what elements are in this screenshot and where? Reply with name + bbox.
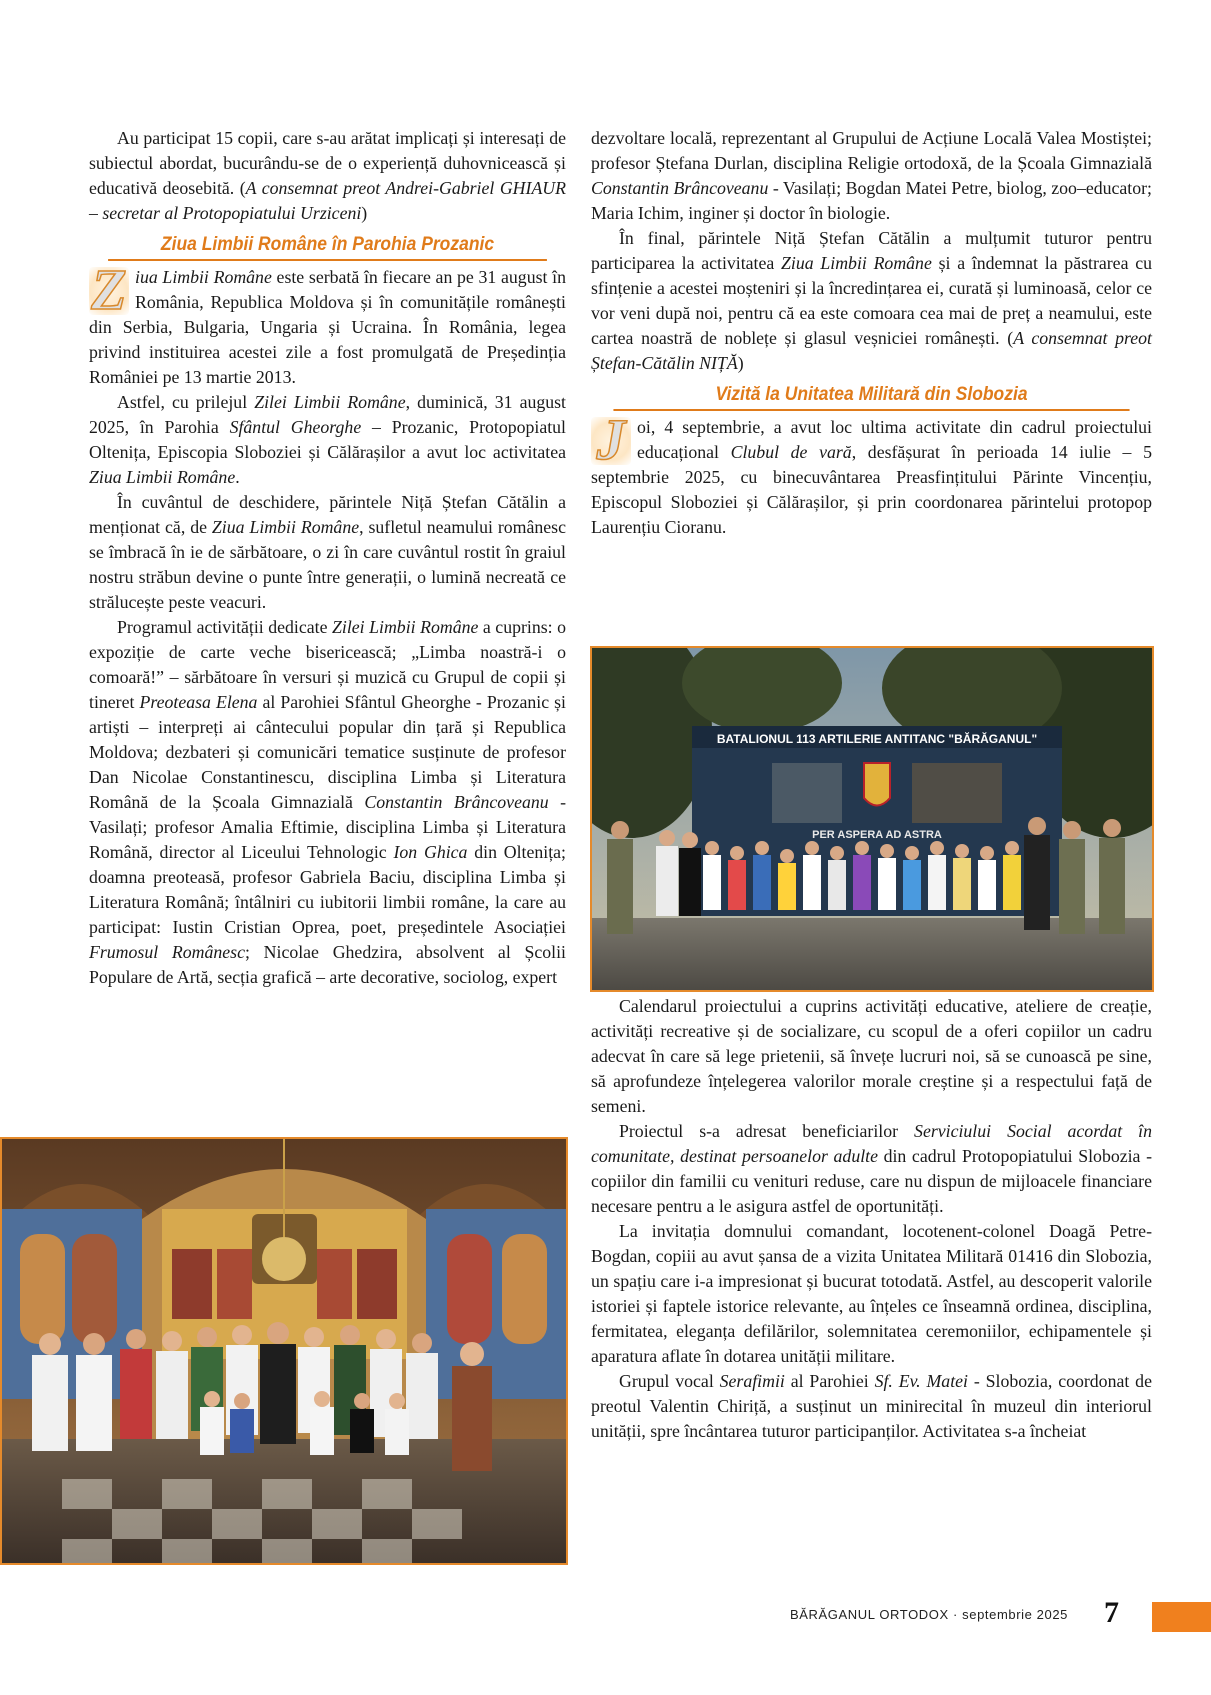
banner-motto-text: PER ASPERA AD ASTRA	[812, 829, 942, 841]
left-column	[89, 126, 566, 990]
paragraph-invitatie: La invitația domnului comandant, locotenent-colonel Doagă Petre-Bogdan, copiii au avut șansa de a vizita Unitatea Militară 01416 din Slobozia, un spațiu care i-a impresionat și bucurat totodată. Astfel, au descoperit valorile istoriei și faptele istorice relevante, au înțeles ce înseamnă ordinea, disciplina, fermitatea, eleganța defilărilor, solemnitatea ceremoniilor, echipamentele și aparatura aflate în dotarea unității militare.	[591, 1221, 1152, 1366]
military-unit-group-photo	[590, 646, 1154, 992]
section-heading-ziua-limbii: Ziua Limbii Române în Parohia Prozanic	[108, 232, 547, 261]
paragraph-grup-vocal: Grupul vocal Serafimii al Parohiei Sf. Ev. Matei - Slobozia, coordonat de preotul Valentin Chiriță, a susținut un minirecital în muzeul din interiorul unității, spre încântarea tuturor participanților. Activitatea s-a încheiat	[591, 1371, 1152, 1441]
paragraph-final: În final, părintele Niță Ștefan Cătălin a mulțumit tuturor pentru participarea la activitatea Ziua Limbii Române și a îndemnat la păstrarea cu sfințenie a acestei moșteniri și la încredințarea ei, curată și luminoasă, celor ce vor veni după noi, pentru că ea este comoara cea mai de preț a neamului, este cartea noastră de noblețe și glasul veșniciei românești. (A consemnat preot Ștefan-Cătălin NIȚĂ)	[591, 228, 1152, 373]
paragraph-cuvant: În cuvântul de deschidere, părintele Niță Ștefan Cătălin a menționat că, de Ziua Limbii Române, sufletul neamului românesc se îmbracă în ie de sărbătoare, o zi în care cuvântul rostit în graiul nostru străbun devine o punte între generații, o lumină necreată ce strălucește peste veacuri.	[89, 492, 566, 612]
dropcap-z: Z	[89, 267, 129, 315]
paragraph-vizita: J oi, 4 septembrie, a avut loc ultima activitate din cadrul proiectului educațional Clubul de vară, desfășurat în perioada 14 iulie – 5 septembrie 2025, cu binecuvântarea Preasfințitului Părinte Vincențiu, Episcopul Sloboziei și Călărașilor, și prin coordonarea părintelui protopop Laurențiu Cioranu.	[591, 407, 1152, 537]
page-tab-decoration	[1152, 1602, 1211, 1632]
banner-title-text: BATALIONUL 113 ARTILERIE ANTITANC "BĂRĂGANUL"	[716, 732, 1038, 746]
dropcap-j: J	[591, 417, 631, 465]
paragraph-astfel: Astfel, cu prilejul Zilei Limbii Române, duminică, 31 august 2025, în Parohia Sfântul Gheorghe – Prozanic, Protopopiatul Oltenița, Episcopia Sloboziei și Călărașilor a avut loc activitatea Ziua Limbii Române.	[89, 392, 566, 487]
footer-publication	[790, 1607, 1068, 1622]
paragraph-beneficiari: Proiectul s-a adresat beneficiarilor Serviciului Social acordat în comunitate, destinat persoanelor adulte din cadrul Protopopiatului Slobozia - copiilor din familii cu venituri reduse, care nu dispun de mijloacele financiare necesare pentru a le asigura astfel de oportunități.	[591, 1121, 1153, 1216]
paragraph-program: Programul activității dedicate Zilei Limbii Române a cuprins: o expoziție de carte veche bisericească; „Limba noastră-i o comoară!” – sărbătoare în versuri și muzică cu Grupul de copii și tineret Preoteasa Elena al Parohiei Sfântul Gheorghe - Prozanic și artiști – interpreți ai cântecului popular din țară și Republica Moldova; dezbateri și comunicări tematice susținute de profesor Dan Nicolae Constantinescu, disciplina Limba și Literatura Română de la Școala Gimnazială Constantin Brâncoveanu - Vasilați; profesor Amalia Eftimie, disciplina Limba și Literatura Română, director al Liceului Tehnologic Ion Ghica din Oltenița; doamna preoteasă, profesor Gabriela Baciu, disciplina Limba și Literatura Română; întâlniri cu iubitorii limbii române, la care au participat: Iustin Cristian Oprea, poet, președintele Asociației Frumosul Românesc; Nicolae Ghedzira, absolvent al Școlii Populare de Artă, secția grafică – arte decorative, sociolog, expert	[89, 617, 567, 987]
section-heading-vizita: Vizită la Unitatea Militară din Slobozia	[613, 382, 1129, 411]
page-number: 7	[1104, 1596, 1119, 1629]
paragraph-intro: Au participat 15 copii, care s-au arătat implicați și interesați de subiectul abordat, bucurându-se de o experiență duhovnicească și educativă deosebită. (A consemnat preot Andrei-Gabriel GHIAUR – secretar al Protopopiatului Urziceni)	[89, 128, 567, 223]
publication-date: septembrie 2025	[962, 1607, 1068, 1622]
right-column-lower	[591, 994, 1152, 1444]
church-group-photo	[0, 1137, 568, 1565]
paragraph-continued: dezvoltare locală, reprezentant al Grupului de Acțiune Locală Valea Mostiștei; profesor Ștefana Durlan, disciplina Religie ortodoxă, de la Școala Gimnazială Constantin Brâncoveanu - Vasilați; Bogdan Matei Petre, biolog, zoo–educator; Maria Ichim, inginer și doctor în biologie.	[591, 128, 1152, 223]
paragraph-ziua-limbii: Z iua Limbii Române este serbată în fiecare an pe 31 august în România, Republica Moldova și în comunitățile românești din Serbia, Bulgaria, Ungaria și Ucraina. În România, legea privind instituirea acestei zile a fost promulgată de Președinția României pe 13 martie 2013.	[89, 257, 566, 387]
right-column	[591, 126, 1152, 540]
footer-separator: ·	[953, 1607, 958, 1622]
paragraph-calendar: Calendarul proiectului a cuprins activități educative, ateliere de creație, activități recreative și de socializare, cu scopul de a oferi copiilor un cadru adecvat în care să lege prietenii, să învețe lucruri noi, să se cunoască pe sine, să aprofundeze înțelegerea valorilor morale creștine și a respectului față de semeni.	[591, 996, 1152, 1116]
publication-name: BĂRĂGANUL ORTODOX	[790, 1607, 949, 1622]
